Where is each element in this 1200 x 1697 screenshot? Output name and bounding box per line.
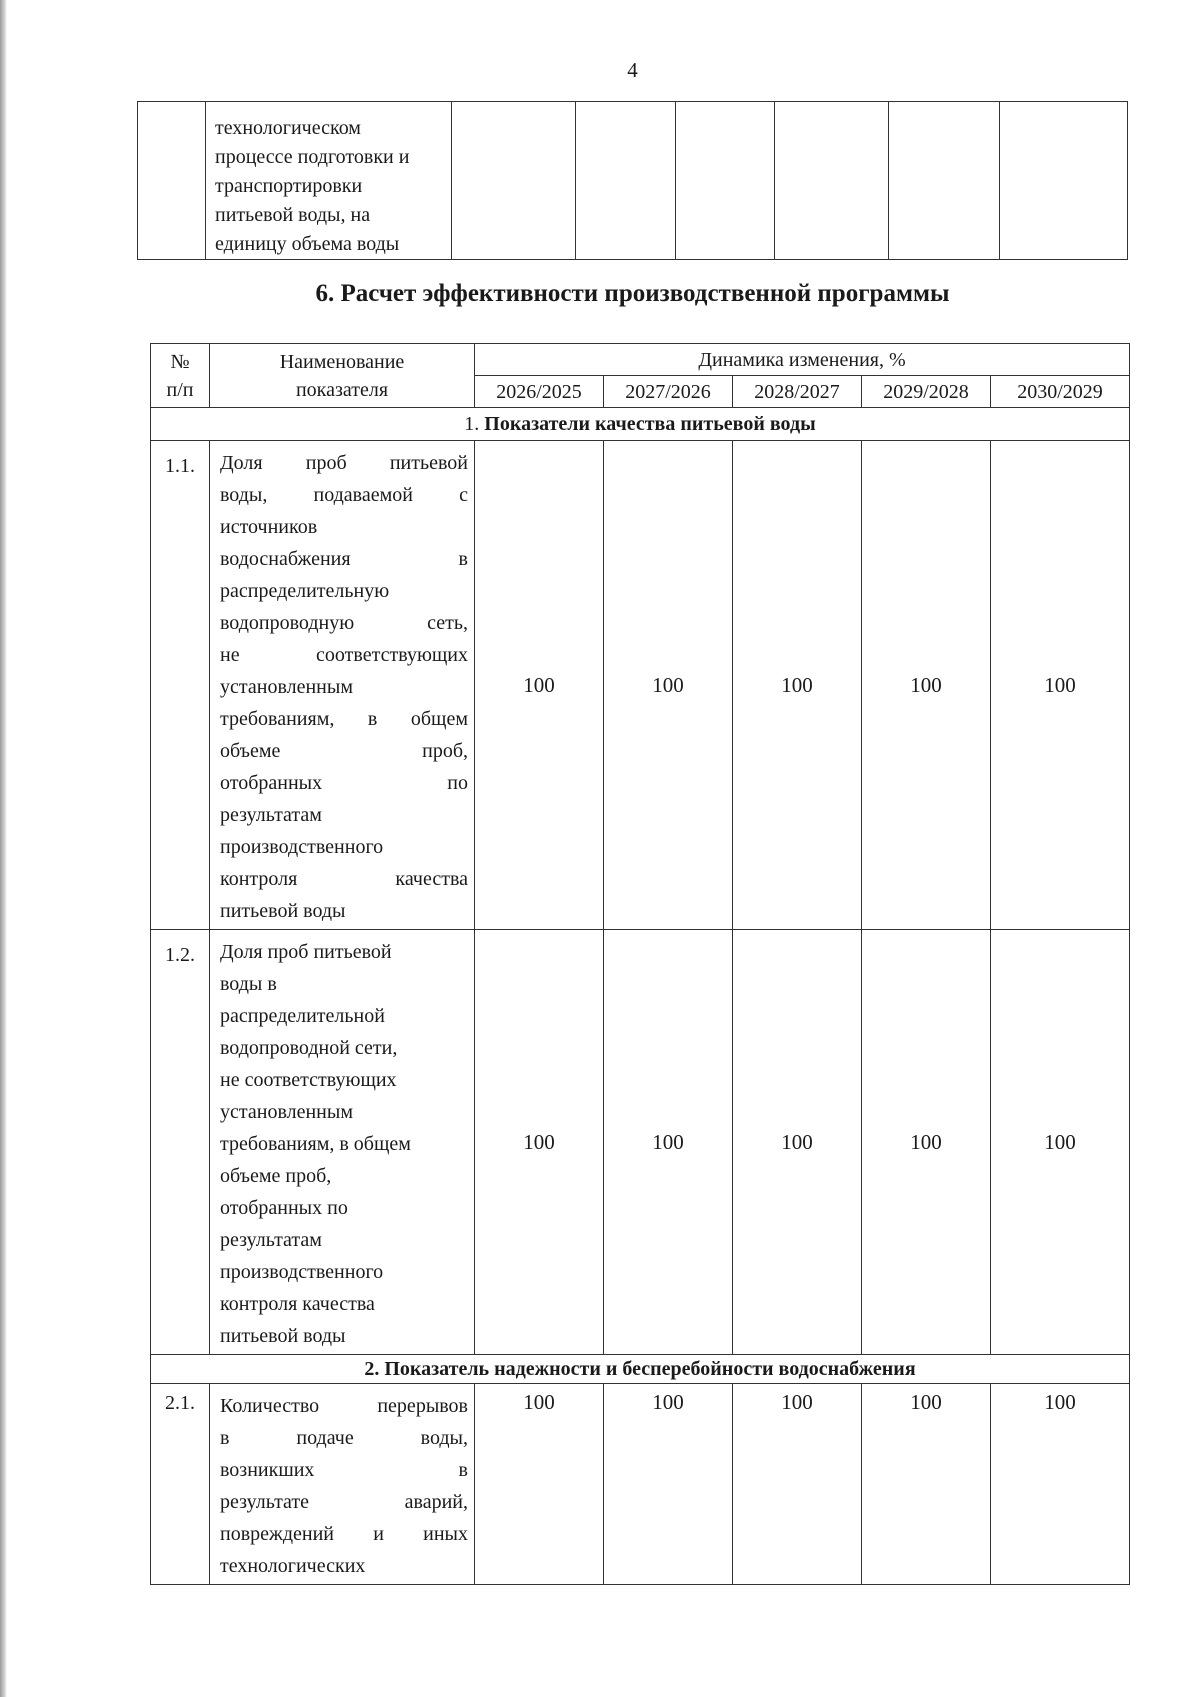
row-num: 1.2. [151,930,210,1355]
row-value: 100 [862,1384,991,1585]
row-name-line: требованиям, в общем [220,1133,411,1155]
table-row [151,1384,1130,1585]
row-num: 2.1. [151,1384,210,1585]
row-name-line: возникших в [220,1459,468,1481]
row-name-line: результатам [220,804,322,826]
continuation-line: единицу объема воды [215,233,400,255]
row-name-line: объеме проб, [220,740,468,762]
scan-edge [0,0,7,1697]
row-name-line: не соответствующих [220,1069,397,1091]
row-value: 100 [475,441,604,930]
continuation-line: транспортировки [215,175,363,197]
year-header: 2030/2029 [991,376,1130,408]
row-name-line: питьевой воды [220,1325,346,1347]
group-header-title: 2. Показатель надежности и бесперебойности водоснабжения [364,1357,916,1380]
continuation-table [137,101,1128,260]
row-name-line: Количество перерывов [220,1395,468,1417]
row-name-line: отобранных по [220,1197,348,1219]
dynamics-header: Динамика изменения, % [475,344,1130,376]
row-name-line: воды в [220,973,277,995]
row-value: 100 [991,1384,1130,1585]
row-value: 100 [733,930,862,1355]
col-name-header-line: Наименование [279,350,405,373]
table-row [151,441,1130,930]
row-name-line: технологических [220,1555,366,1577]
col-name-header-line: показателя [295,378,389,401]
row-name-line: водопроводной сети, [220,1037,398,1059]
row-name-line: установленным [220,676,353,698]
year-header: 2028/2027 [733,376,862,408]
group-header-reliability [151,1355,1130,1384]
col-num-header-line: № [170,350,190,373]
row-name-line: в подаче воды, [220,1427,468,1449]
year-header: 2027/2026 [604,376,733,408]
group-header-title: Показатели качества питьевой воды [484,412,816,435]
row-value: 100 [475,1384,604,1585]
row-value: 100 [862,930,991,1355]
row-value: 100 [991,441,1130,930]
col-num-header [151,344,210,408]
page-number: 4 [627,58,638,82]
row-name-line: питьевой воды [220,900,346,922]
row-name-line: Доля проб питьевой [220,941,392,963]
row-name-line: требованиям, в общем [220,708,468,730]
row-name-line: производственного [220,1261,384,1283]
continuation-value-cell [1000,102,1128,260]
group-header-quality [151,408,1130,441]
row-value: 100 [991,930,1130,1355]
row-value: 100 [733,1384,862,1585]
row-name [210,1384,475,1585]
row-name-line: отобранных по [220,772,468,794]
year-header: 2029/2028 [862,376,991,408]
row-name-line: водопроводную сеть, [220,612,468,634]
efficiency-table [150,343,1130,1585]
continuation-num-cell [138,102,206,260]
continuation-value-cell [576,102,676,260]
row-name-line: не соответствующих [220,644,468,666]
table-row [151,930,1130,1355]
row-name-line: распределительной [220,1005,385,1027]
row-name-line: распределительную [220,580,390,602]
row-value: 100 [862,441,991,930]
row-name-line: воды, подаваемой с [220,484,468,506]
row-num: 1.1. [151,441,210,930]
row-name-line: производственного [220,836,384,858]
row-value: 100 [604,930,733,1355]
row-name-line: Доля проб питьевой [220,452,468,474]
continuation-name-cell [206,102,452,260]
row-name-line: контроля качества [220,868,468,890]
row-name [210,441,475,930]
continuation-value-cell [452,102,576,260]
row-name-line: результате аварий, [220,1491,468,1513]
row-name-line: источников [220,516,318,538]
continuation-value-cell [676,102,775,260]
continuation-value-cell [775,102,889,260]
continuation-line: процессе подготовки и [215,146,410,168]
group-header-prefix: 1. [464,412,485,435]
row-name-line: установленным [220,1101,353,1123]
row-value: 100 [604,441,733,930]
col-name-header [210,344,475,408]
row-value: 100 [604,1384,733,1585]
year-header: 2026/2025 [475,376,604,408]
section-title: 6. Расчет эффективности производственной программы [315,280,950,307]
col-num-header-line: п/п [166,378,194,401]
continuation-line: питьевой воды, на [215,204,371,226]
row-name-line: результатам [220,1229,322,1251]
row-name-line: объеме проб, [220,1165,332,1187]
row-value: 100 [733,441,862,930]
row-value: 100 [475,930,604,1355]
row-name-line: контроля качества [220,1293,375,1315]
continuation-line: технологическом [215,117,361,139]
row-name [210,930,475,1355]
continuation-value-cell [889,102,1000,260]
row-name-line: водоснабжения в [220,548,468,570]
row-name-line: повреждений и иных [220,1523,468,1545]
